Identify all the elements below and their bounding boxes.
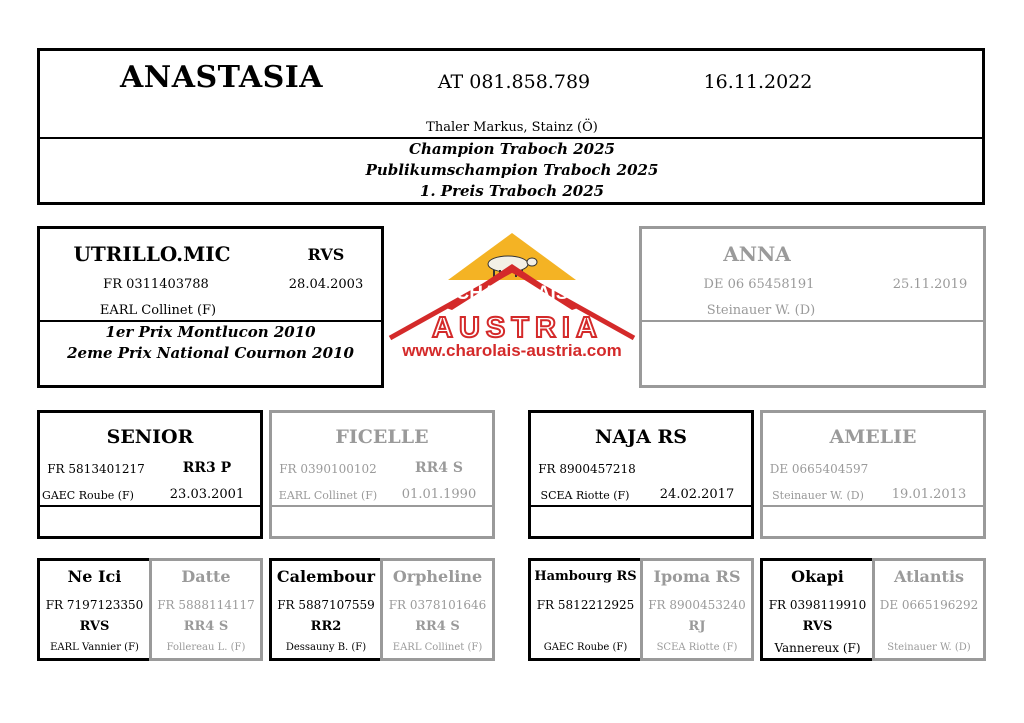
sire-reg: FR 0311403788 bbox=[103, 277, 209, 292]
grandparent-date: 01.01.1990 bbox=[401, 487, 477, 502]
main-award-1: Champion Traboch 2025 bbox=[409, 140, 615, 158]
main-award-3: 1. Preis Traboch 2025 bbox=[419, 182, 605, 200]
grandparent-code: RR3 P bbox=[182, 460, 232, 476]
sire-code: RVS bbox=[307, 245, 345, 264]
great-grandparent-reg: FR 5812212925 bbox=[536, 598, 635, 612]
grandparent-breeder: SCEA Riotte (F) bbox=[540, 489, 630, 502]
great-grandparent-reg: FR 8900453240 bbox=[648, 598, 746, 612]
grandparent-breeder: GAEC Roube (F) bbox=[42, 489, 134, 502]
great-grandparent-reg: FR 0398119910 bbox=[768, 598, 867, 612]
grandparent-divider bbox=[37, 505, 263, 507]
grandparent-code: RR4 S bbox=[415, 460, 463, 476]
grandparent-name: NAJA RS bbox=[595, 426, 687, 448]
sire-divider bbox=[37, 320, 384, 322]
great-grandparent-name: Atlantis bbox=[893, 567, 965, 586]
grandparent-name: SENIOR bbox=[106, 426, 194, 448]
grandparent-reg: FR 8900457218 bbox=[538, 462, 636, 476]
great-grandparent-breeder: GAEC Roube (F) bbox=[543, 642, 628, 653]
grandparent-breeder: EARL Collinet (F) bbox=[278, 489, 378, 502]
great-grandparent-breeder: Steinauer W. (D) bbox=[887, 642, 971, 653]
grandparent-divider bbox=[269, 505, 495, 507]
dam-name: ANNA bbox=[723, 242, 791, 266]
logo-word-charolais: CHAROLAIS bbox=[455, 283, 569, 304]
great-grandparent-name: Datte bbox=[181, 567, 231, 586]
grandparent-date: 19.01.2013 bbox=[891, 487, 967, 502]
main-header-divider bbox=[37, 137, 985, 139]
main-animal-reg: AT 081.858.789 bbox=[437, 71, 591, 93]
great-grandparent-reg: FR 5887107559 bbox=[277, 598, 375, 612]
dam-reg: DE 06 65458191 bbox=[703, 277, 815, 292]
grandparent-date: 23.03.2001 bbox=[169, 487, 245, 502]
great-grandparent-breeder: EARL Collinet (F) bbox=[392, 642, 483, 653]
charolais-austria-logo bbox=[386, 230, 638, 365]
great-grandparent-code: RVS bbox=[79, 619, 110, 634]
great-grandparent-code: RJ bbox=[688, 619, 706, 634]
great-grandparent-code: RR2 bbox=[310, 619, 342, 634]
great-grandparent-name: Ne Ici bbox=[67, 567, 122, 586]
grandparent-divider bbox=[760, 505, 986, 507]
sire-date: 28.04.2003 bbox=[288, 277, 364, 292]
great-grandparent-name: Okapi bbox=[791, 567, 844, 586]
great-grandparent-name: Ipoma RS bbox=[653, 567, 741, 586]
great-grandparent-code: RR4 S bbox=[183, 619, 229, 634]
great-grandparent-name: Orpheline bbox=[392, 567, 483, 586]
great-grandparent-name: Calembour bbox=[276, 567, 376, 586]
great-grandparent-reg: FR 7197123350 bbox=[45, 598, 144, 612]
great-grandparent-reg: DE 0665196292 bbox=[879, 598, 979, 612]
grandparent-reg: DE 0665404597 bbox=[769, 462, 869, 476]
sire-name: UTRILLO.MIC bbox=[73, 242, 231, 266]
dam-breeder: Steinauer W. (D) bbox=[706, 303, 816, 318]
grandparent-reg: FR 0390100102 bbox=[279, 462, 377, 476]
great-grandparent-code: RVS bbox=[802, 619, 833, 634]
sire-award-2: 2eme Prix National Cournon 2010 bbox=[67, 344, 354, 362]
great-grandparent-breeder: EARL Vannier (F) bbox=[50, 642, 139, 653]
great-grandparent-breeder: SCEA Riotte (F) bbox=[656, 642, 738, 653]
grandparent-date: 24.02.2017 bbox=[659, 487, 735, 502]
grandparent-reg: FR 5813401217 bbox=[47, 462, 145, 476]
main-animal-owner: Thaler Markus, Stainz (Ö) bbox=[426, 120, 598, 135]
dam-divider bbox=[639, 320, 986, 322]
great-grandparent-code: RR4 S bbox=[415, 619, 460, 634]
great-grandparent-breeder: Vannereux (F) bbox=[774, 641, 861, 655]
great-grandparent-reg: FR 0378101646 bbox=[388, 598, 487, 612]
logo-url: www.charolais-austria.com bbox=[402, 341, 622, 360]
main-award-2: Publikumschampion Traboch 2025 bbox=[365, 161, 659, 179]
great-grandparent-breeder: Dessauny B. (F) bbox=[285, 642, 367, 653]
sire-award-1: 1er Prix Montlucon 2010 bbox=[105, 323, 316, 341]
grandparent-name: AMELIE bbox=[829, 426, 917, 448]
main-animal-name: ANASTASIA bbox=[120, 60, 324, 95]
great-grandparent-name: Hambourg RS bbox=[534, 569, 637, 584]
grandparent-breeder: Steinauer W. (D) bbox=[772, 489, 864, 502]
dam-date: 25.11.2019 bbox=[892, 277, 968, 292]
sire-breeder: EARL Collinet (F) bbox=[99, 303, 217, 318]
main-animal-date: 16.11.2022 bbox=[703, 71, 813, 93]
great-grandparent-breeder: Follereau L. (F) bbox=[166, 642, 246, 653]
great-grandparent-reg: FR 5888114117 bbox=[157, 598, 255, 612]
grandparent-divider bbox=[528, 505, 754, 507]
logo-word-austria: AUSTRIA bbox=[432, 312, 603, 344]
grandparent-name: FICELLE bbox=[335, 426, 429, 448]
